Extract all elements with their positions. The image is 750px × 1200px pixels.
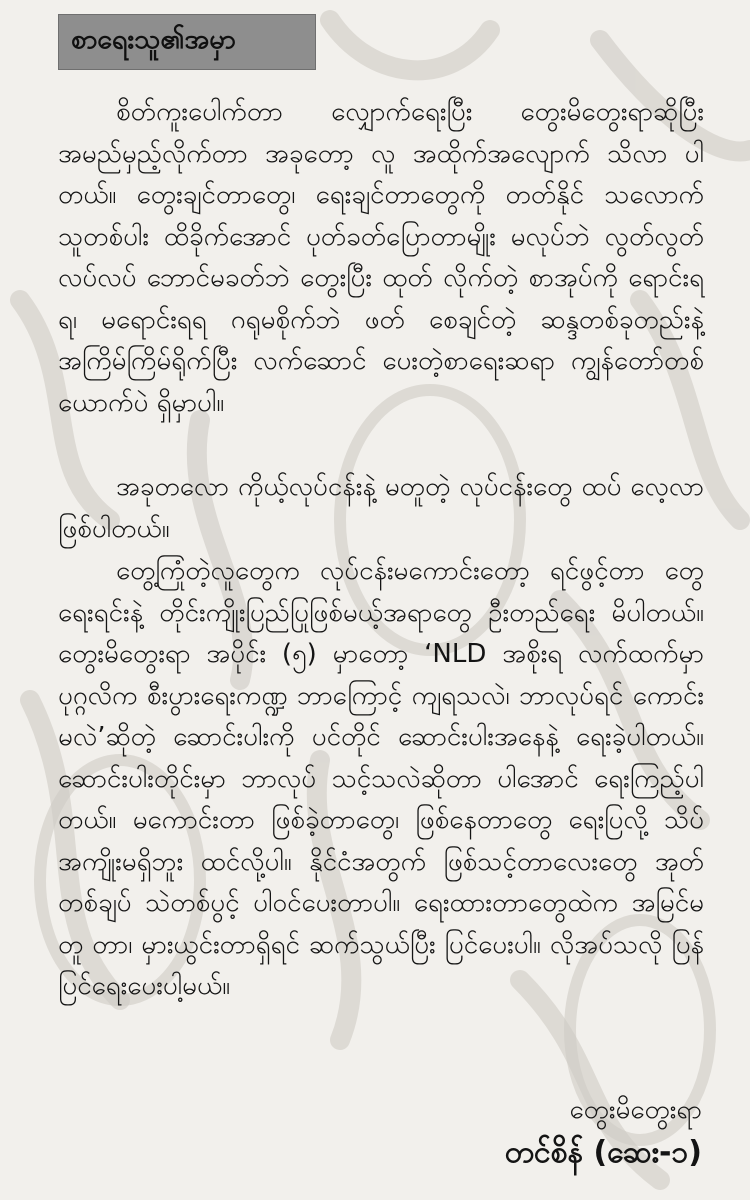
heading-box: [58, 14, 316, 70]
paragraph-1: စိတ်ကူးပေါက်တာ လျှောက်ရေးပြီး တွေးမိတွေးရာဆိုပြီး အမည်မှည့်လိုက်တာ အခုတော့ လူ အထိုက်အလျောက် သိလာ ပါတယ်။ တွေးချင်တာတွေ၊ ရေးချင်တာတွေကို တတ်နိုင် သလောက် သူတစ်ပါး ထိခိုက်အောင် ပုတ်ခတ်ပြောတာမျိုး မလုပ်ဘဲ လွတ်လွတ်လပ်လပ် ဘောင်မခတ်ဘဲ တွေးပြီး ထုတ် လိုက်တဲ့ စာအုပ်ကို ရောင်းရရ၊ မရောင်းရရ ဂရုမစိုက်ဘဲ ဖတ် စေချင်တဲ့ ဆန္ဒတစ်ခုတည်းနဲ့ အကြိမ်ကြိမ်ရိုက်ပြီး လက်ဆောင် ပေးတဲ့စာရေးဆရာ ကျွန်တော်တစ်ယောက်ပဲ ရှိမှာပါ။: [58, 97, 704, 418]
signature-author-name: တင်စိန် (ဆေး-၁): [504, 1135, 702, 1170]
signature-book-title: တွေးမိတွေးရာ: [569, 1095, 702, 1125]
paragraph-2: အခုတလော ကိုယ့်လုပ်ငန်းနဲ့ မတူတဲ့ လုပ်ငန်းတွေ ထပ် လေ့လာဖြစ်ပါတယ်။: [58, 472, 704, 544]
paragraph-3: တွေ့ကြုံတဲ့လူတွေက လုပ်ငန်းမကောင်းတော့ ရင်ဖွင့်တာ တွေ ရေးရင်းနဲ့ တိုင်းကျိုးပြည်ပြုဖြစ်မယ့်အရာတွေ ဦးတည်ရေး မိပါတယ်။ တွေးမိတွေးရာ အပိုင်း (၅) မှာတော့ ‘NLD အစိုးရ လက်ထက်မှာ ပုဂ္ဂလိက စီးပွားရေးကဏ္ဍ ဘာကြောင့် ကျရသလဲ၊ ဘာလုပ်ရင် ကောင်းမလဲ’ဆိုတဲ့ ဆောင်းပါးကို ပင်တိုင် ဆောင်းပါးအနေနဲ့ ရေးခဲ့ပါတယ်။ ဆောင်းပါးတိုင်းမှာ ဘာလုပ် သင့်သလဲဆိုတာ ပါအောင် ရေးကြည့်ပါတယ်။ မကောင်းတာ ဖြစ်ခဲ့တာတွေ၊ ဖြစ်နေတာတွေ ရေးပြလို့ သိပ်အကျိုးမရှိဘူး ထင်လို့ပါ။ နိုင်ငံအတွက် ဖြစ်သင့်တာလေးတွေ အုတ်တစ်ချပ် သဲတစ်ပွင့် ပါဝင်ပေးတာပါ။ ရေးထားတာတွေထဲက အမြင်မတူ တာ၊ မှားယွင်းတာရှိရင် ဆက်သွယ်ပြီး ပြင်ပေးပါ။ လိုအပ်သလို ပြန်ပြင်ရေးပေးပါ့မယ်။: [58, 556, 704, 1001]
page-heading: စာရေးသူ၏အမှာ: [71, 24, 236, 55]
